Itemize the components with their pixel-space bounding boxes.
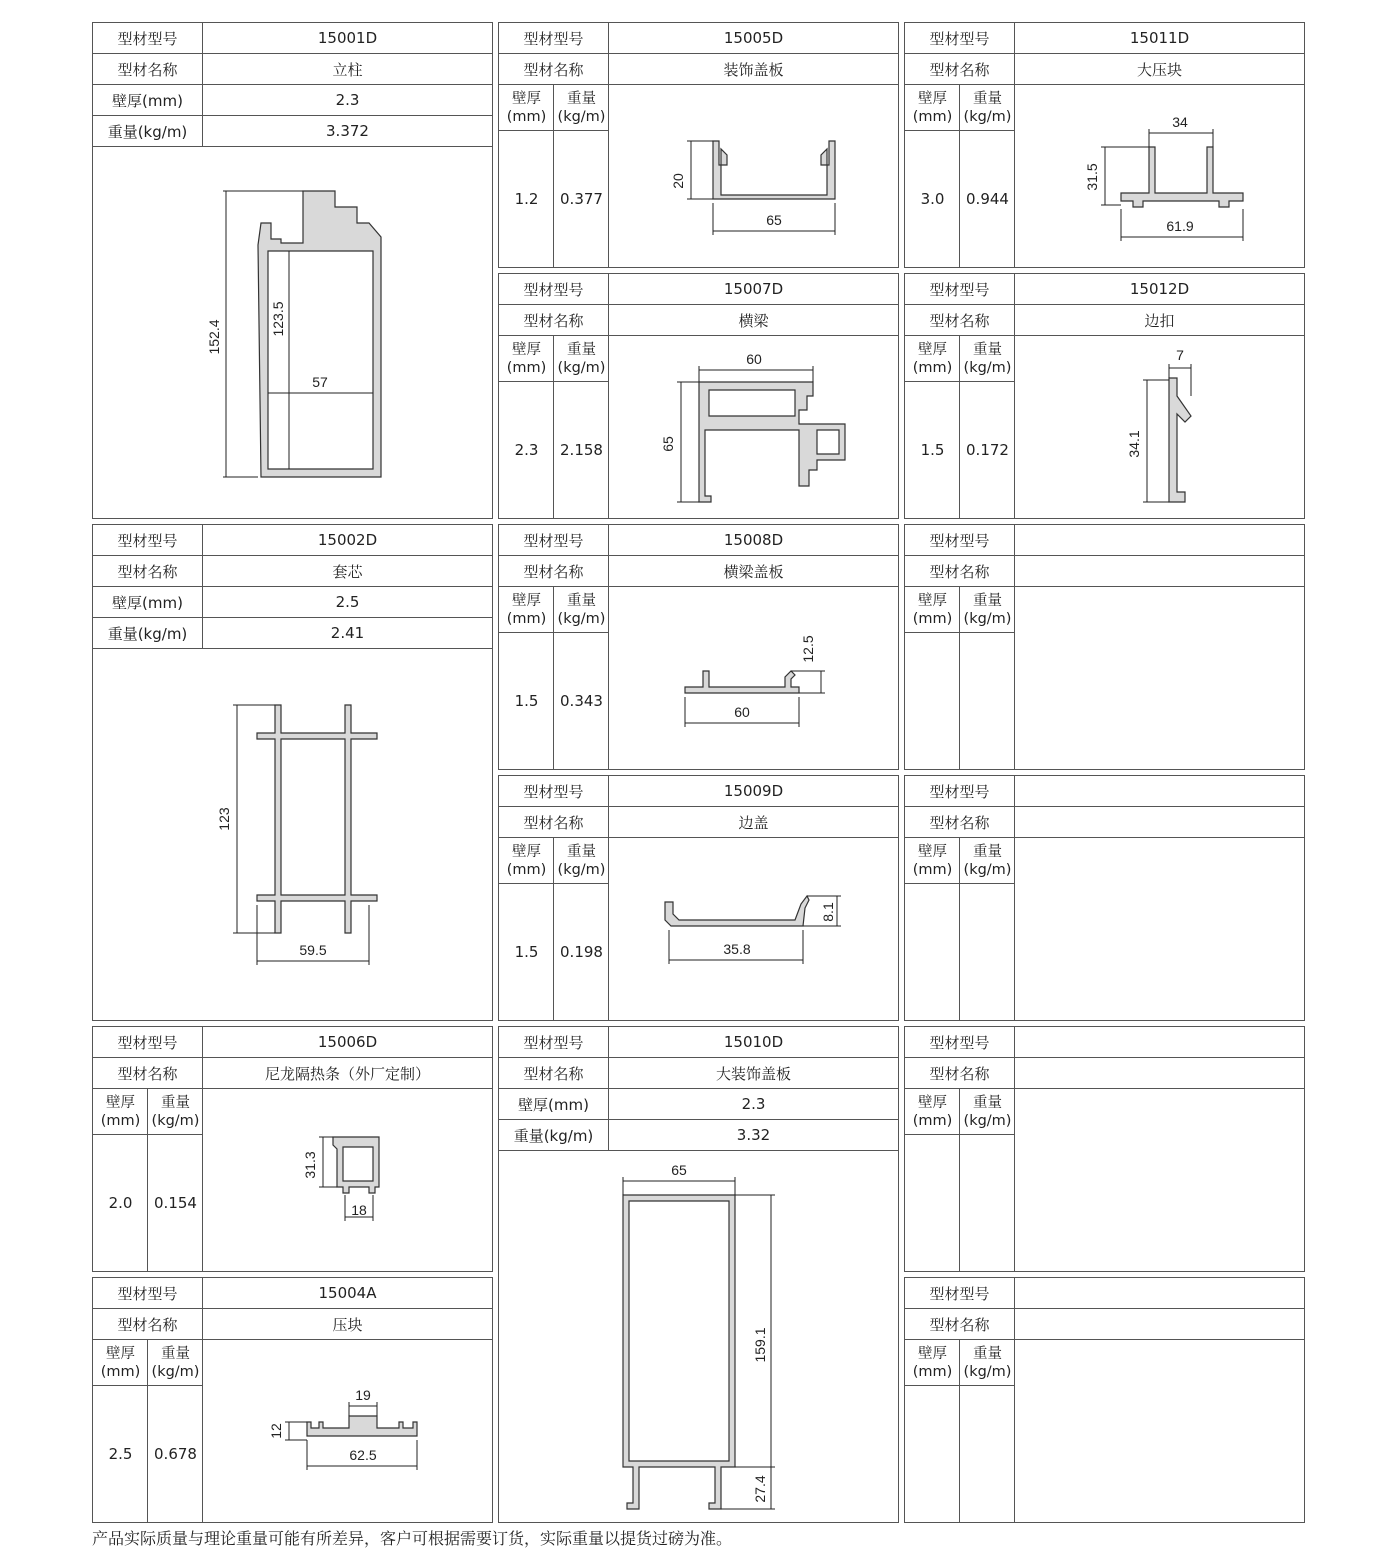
- weight-value: 3.372: [326, 122, 369, 140]
- dim-width: 60: [746, 351, 762, 367]
- weight-value: 2.41: [330, 624, 365, 642]
- model-label: 型材型号: [93, 1278, 203, 1308]
- model-label: 型材型号: [905, 1278, 1015, 1308]
- name-value: 尼龙隔热条（外厂定制）: [264, 1064, 430, 1083]
- model-value: 15001D: [317, 29, 378, 47]
- thickness-header: 壁厚 (mm): [912, 90, 953, 125]
- weight-header: 重量 (kg/m): [963, 592, 1012, 627]
- thickness-value: 1.5: [514, 691, 539, 710]
- thickness-header: 壁厚 (mm): [100, 1345, 141, 1380]
- dim-top: 19: [355, 1387, 371, 1403]
- profile-card-empty-3: [904, 1026, 1305, 1272]
- weight-label: 重量(kg/m): [93, 116, 203, 146]
- dim-leg: 27.4: [752, 1475, 768, 1503]
- profile-drawing-15001D: [93, 147, 492, 517]
- thickness-header: 壁厚 (mm): [506, 592, 547, 627]
- weight-header: 重量 (kg/m): [557, 592, 606, 627]
- name-label: 型材名称: [905, 556, 1015, 586]
- dim-width: 65: [671, 1162, 687, 1178]
- model-label: 型材型号: [499, 525, 609, 555]
- name-value: 边扣: [1144, 311, 1175, 330]
- thickness-value: 2.3: [741, 1095, 766, 1113]
- profile-drawing-15004A: [203, 1340, 492, 1522]
- profile-drawing-15008D: [609, 587, 898, 769]
- weight-header: 重量 (kg/m): [963, 90, 1012, 125]
- name-label: 型材名称: [905, 1058, 1015, 1088]
- footer-note: 产品实际质量与理论重量可能有所差异，客户可根据需要订货，实际重量以提货过磅为准。: [92, 1529, 733, 1548]
- model-value: 15007D: [723, 280, 784, 298]
- weight-header: 重量 (kg/m): [557, 90, 606, 125]
- model-label: 型材型号: [499, 1027, 609, 1057]
- model-value: 15010D: [723, 1033, 784, 1051]
- profile-drawing-15009D: [609, 838, 898, 1020]
- weight-value: 0.343: [560, 691, 603, 710]
- dim-width: 57: [312, 374, 328, 390]
- weight-value: 3.32: [736, 1126, 771, 1144]
- model-label: 型材型号: [499, 776, 609, 806]
- model-value: 15012D: [1129, 280, 1190, 298]
- thickness-label: 壁厚(mm): [93, 85, 203, 115]
- thickness-value: 1.2: [514, 189, 539, 208]
- profile-card-empty-4: [904, 1277, 1305, 1523]
- model-value: 15004A: [318, 1284, 377, 1302]
- name-label: 型材名称: [905, 1309, 1015, 1339]
- name-label: 型材名称: [93, 54, 203, 84]
- weight-value: 0.377: [560, 189, 603, 208]
- dim-width: 65: [766, 212, 782, 228]
- model-label: 型材型号: [905, 776, 1015, 806]
- profile-drawing-15005D: [609, 85, 898, 267]
- model-label: 型材型号: [905, 23, 1015, 53]
- dim-height: 65: [660, 436, 676, 452]
- model-label: 型材型号: [93, 525, 203, 555]
- name-label: 型材名称: [499, 1058, 609, 1088]
- model-label: 型材型号: [499, 23, 609, 53]
- thickness-header: 壁厚 (mm): [912, 592, 953, 627]
- thickness-header: 壁厚 (mm): [100, 1094, 141, 1129]
- profile-drawing-15006D: [203, 1089, 492, 1271]
- weight-label: 重量(kg/m): [499, 1120, 609, 1150]
- name-label: 型材名称: [93, 1309, 203, 1339]
- profile-card-15010D: [498, 1026, 899, 1523]
- weight-header: 重量 (kg/m): [963, 341, 1012, 376]
- name-label: 型材名称: [499, 556, 609, 586]
- weight-label: 重量(kg/m): [93, 618, 203, 648]
- profile-card-15011D: [904, 22, 1305, 268]
- profile-drawing-15010D: [499, 1151, 898, 1521]
- name-value: 装饰盖板: [723, 60, 784, 79]
- profile-card-15004A: [92, 1277, 493, 1523]
- thickness-value: 3.0: [920, 189, 945, 208]
- profile-card-15012D: [904, 273, 1305, 519]
- thickness-value: 2.0: [108, 1193, 133, 1212]
- dim-width: 35.8: [723, 941, 751, 957]
- model-label: 型材型号: [905, 1027, 1015, 1057]
- name-label: 型材名称: [905, 807, 1015, 837]
- thickness-value: 1.5: [920, 440, 945, 459]
- dim-height: 12.5: [800, 635, 816, 663]
- model-value: 15011D: [1129, 29, 1190, 47]
- thickness-value: 2.5: [335, 593, 360, 611]
- profile-card-15007D: [498, 273, 899, 519]
- dim-height: 34.1: [1126, 430, 1142, 458]
- weight-header: 重量 (kg/m): [557, 341, 606, 376]
- model-label: 型材型号: [499, 274, 609, 304]
- profile-card-15009D: [498, 775, 899, 1021]
- name-label: 型材名称: [93, 1058, 203, 1088]
- profile-drawing-15011D: [1015, 85, 1304, 267]
- weight-value: 2.158: [560, 440, 603, 459]
- dim-height: 8.1: [820, 902, 836, 922]
- model-label: 型材型号: [905, 274, 1015, 304]
- weight-header: 重量 (kg/m): [557, 843, 606, 878]
- weight-value: 0.678: [154, 1444, 197, 1463]
- dim-width: 61.9: [1166, 218, 1194, 234]
- model-label: 型材型号: [905, 525, 1015, 555]
- thickness-value: 2.3: [335, 91, 360, 109]
- dim-height: 31.3: [302, 1151, 318, 1179]
- profile-card-15006D: [92, 1026, 493, 1272]
- weight-value: 0.154: [154, 1193, 197, 1212]
- name-label: 型材名称: [499, 807, 609, 837]
- thickness-label: 壁厚(mm): [93, 587, 203, 617]
- dim-width: 60: [734, 704, 750, 720]
- dim-width: 18: [351, 1202, 367, 1218]
- model-value: 15005D: [723, 29, 784, 47]
- dim-inner-height: 123.5: [270, 301, 286, 337]
- profile-drawing-15002D: [93, 649, 492, 1019]
- name-label: 型材名称: [905, 305, 1015, 335]
- weight-header: 重量 (kg/m): [963, 843, 1012, 878]
- model-label: 型材型号: [93, 23, 203, 53]
- name-value: 横梁盖板: [723, 562, 784, 581]
- name-value: 大装饰盖板: [715, 1064, 791, 1083]
- thickness-header: 壁厚 (mm): [506, 843, 547, 878]
- thickness-label: 壁厚(mm): [499, 1089, 609, 1119]
- model-value: 15002D: [317, 531, 378, 549]
- thickness-value: 2.5: [108, 1444, 133, 1463]
- model-value: 15008D: [723, 531, 784, 549]
- name-value: 立柱: [332, 60, 363, 79]
- weight-header: 重量 (kg/m): [963, 1094, 1012, 1129]
- name-value: 大压块: [1136, 60, 1182, 79]
- name-label: 型材名称: [93, 556, 203, 586]
- weight-value: 0.172: [966, 440, 1009, 459]
- profile-drawing-15007D: [609, 336, 898, 518]
- thickness-header: 壁厚 (mm): [506, 341, 547, 376]
- weight-header: 重量 (kg/m): [963, 1345, 1012, 1380]
- profile-card-15005D: [498, 22, 899, 268]
- dim-width: 59.5: [299, 942, 327, 958]
- name-value: 压块: [332, 1315, 363, 1334]
- name-value: 横梁: [738, 311, 769, 330]
- thickness-header: 壁厚 (mm): [912, 341, 953, 376]
- name-label: 型材名称: [905, 54, 1015, 84]
- profile-card-15001D: [92, 22, 493, 519]
- thickness-header: 壁厚 (mm): [506, 90, 547, 125]
- thickness-header: 壁厚 (mm): [912, 1345, 953, 1380]
- weight-header: 重量 (kg/m): [151, 1094, 200, 1129]
- dim-top: 34: [1172, 114, 1188, 130]
- thickness-value: 2.3: [514, 440, 539, 459]
- dim-height: 159.1: [752, 1327, 768, 1363]
- dim-height: 123: [216, 807, 232, 831]
- weight-value: 0.198: [560, 942, 603, 961]
- thickness-header: 壁厚 (mm): [912, 1094, 953, 1129]
- profile-drawing-15012D: [1015, 336, 1304, 518]
- thickness-header: 壁厚 (mm): [912, 843, 953, 878]
- dim-height: 20: [670, 173, 686, 189]
- model-label: 型材型号: [93, 1027, 203, 1057]
- profile-card-15002D: [92, 524, 493, 1021]
- dim-height: 12: [268, 1423, 284, 1439]
- profile-card-empty-1: [904, 524, 1305, 770]
- name-value: 套芯: [332, 562, 363, 581]
- dim-width: 62.5: [349, 1447, 377, 1463]
- name-value: 边盖: [738, 813, 769, 832]
- model-value: 15009D: [723, 782, 784, 800]
- name-label: 型材名称: [499, 305, 609, 335]
- dim-height: 31.5: [1084, 163, 1100, 191]
- model-value: 15006D: [317, 1033, 378, 1051]
- name-label: 型材名称: [499, 54, 609, 84]
- profile-card-empty-2: [904, 775, 1305, 1021]
- dim-width: 7: [1176, 347, 1184, 363]
- weight-header: 重量 (kg/m): [151, 1345, 200, 1380]
- profile-card-15008D: [498, 524, 899, 770]
- weight-value: 0.944: [966, 189, 1009, 208]
- dim-height: 152.4: [206, 319, 222, 355]
- thickness-value: 1.5: [514, 942, 539, 961]
